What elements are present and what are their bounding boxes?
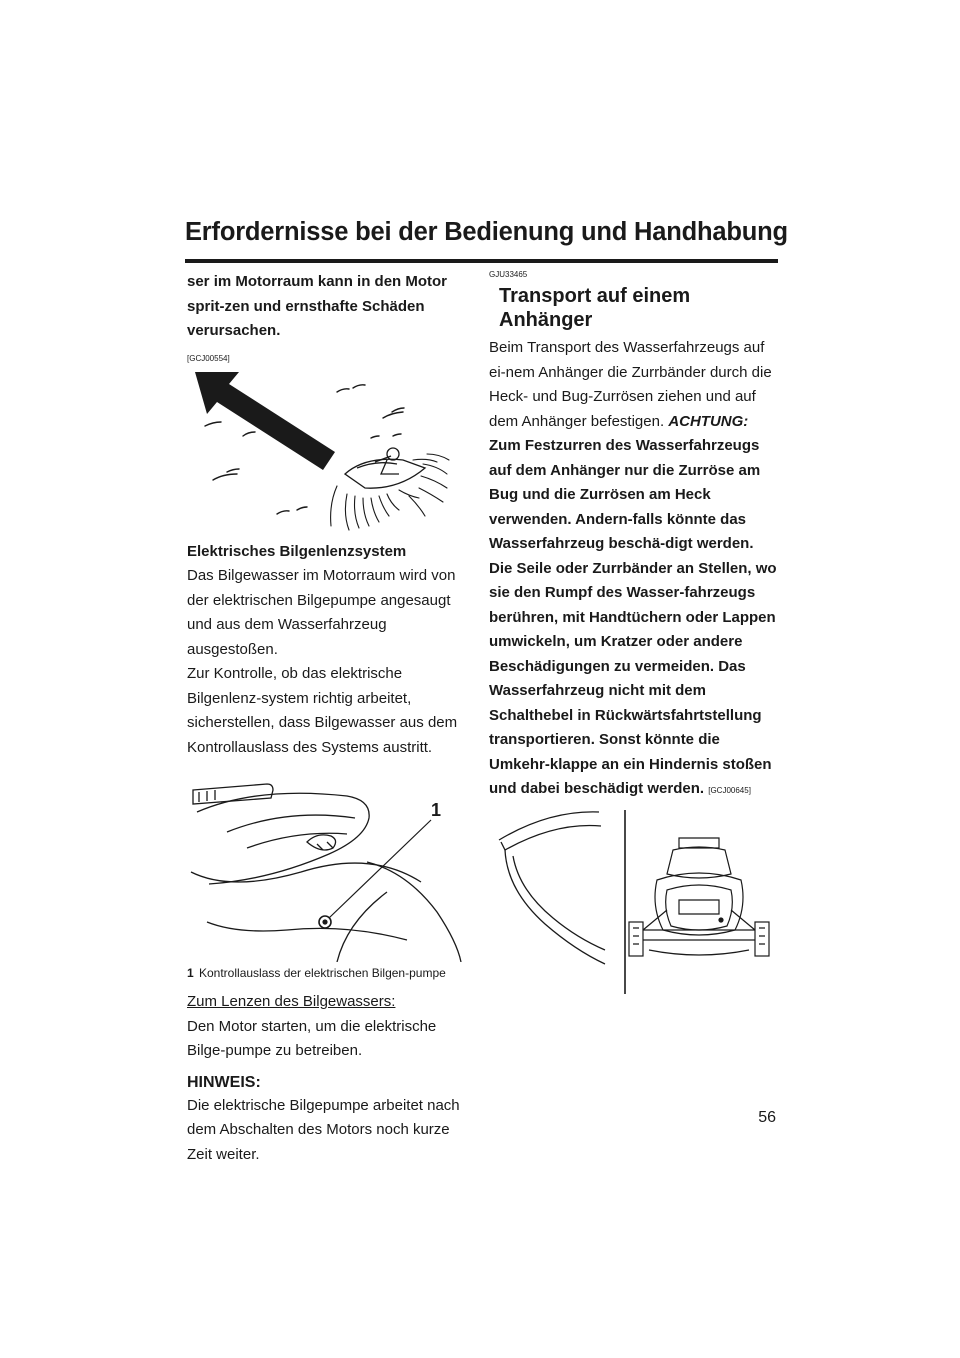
transport-paragraph [489, 336, 777, 804]
hinweis-label: HINWEIS: [187, 1073, 261, 1091]
callout-text: Kontrollauslass der elektrischen Bilgen-pumpe [199, 966, 446, 980]
header-rule [185, 259, 778, 263]
callout-number: 1 [187, 966, 194, 980]
lenzen-heading: Zum Lenzen des Bilgewassers: [187, 993, 396, 1010]
achtung-code: [GCJ00645] [708, 786, 751, 795]
section-code: GJU33465 [489, 270, 528, 279]
left-column [187, 270, 469, 1167]
page-title: Erfordernisse bei der Bedienung und Handhabung [185, 218, 788, 246]
hinweis-text: Die elektrische Bilgepumpe arbeitet nach dem Abschalten des Motors noch kurze Zeit weiter. [187, 1096, 460, 1163]
right-column [489, 270, 777, 994]
warning-code: [GCJ00554] [187, 353, 230, 363]
transport-intro: Beim Transport des Wasserfahrzeugs auf ei-nem Anhänger die Zurrbänder durch die Heck- und Bug-Zurrösen ziehen und auf dem Anhänger befestigen. [489, 339, 772, 430]
bilge-outlet-illustration [187, 772, 469, 962]
bilge-paragraph-2: Zur Kontrolle, ob das elektrische Bilgenlenz-system richtig arbeitet, sicherstellen, dass Bilgewasser aus dem Kontrollauslass des Systems austritt. [187, 665, 458, 756]
section-title: Transport auf einem Anhänger [499, 285, 691, 331]
trailer-tie-down-illustration [489, 810, 777, 994]
bilge-paragraph-1: Das Bilgewasser im Motorraum wird von der elektrischen Bilgepumpe angesaugt und aus dem Wasserfahrzeug ausgestoßen. [187, 567, 456, 658]
callout-legend [187, 966, 469, 980]
lenzen-paragraph: Den Motor starten, um die elektrische Bilge-pumpe zu betreiben. [187, 1017, 437, 1059]
achtung-text: Zum Festzurren des Wasserfahrzeugs auf dem Anhänger nur die Zurröse am Bug und die Zurrösen am Heck verwenden. Andern-falls könnte das Wasserfahrzeug beschä-digt werden. Die Seile oder Zurrbänder an Stellen, wo sie den Rumpf des Wasser-fahrzeugs berühren, mit Handtüchern oder Lappen umwickeln, um Kratzer oder andere Beschädigungen zu vermeiden. Das Wasserfahrzeug nicht mit dem Schalthebel in Rückwärtsfahrtstellung transportieren. Sonst könnte die Umkehr-klappe an ein Hindernis stoßen und dabei beschädigt werden. [489, 437, 777, 797]
achtung-label: ACHTUNG: [668, 412, 749, 430]
warning-continuation: ser im Motorraum kann in den Motor sprit-zen und ernsthafte Schäden verursachen. [187, 273, 448, 339]
bilge-heading: Elektrisches Bilgenlenzsystem [187, 542, 407, 560]
callout-marker-label: 1 [431, 800, 442, 820]
jetski-wake-illustration [187, 364, 469, 534]
page-number: 56 [758, 1109, 776, 1126]
